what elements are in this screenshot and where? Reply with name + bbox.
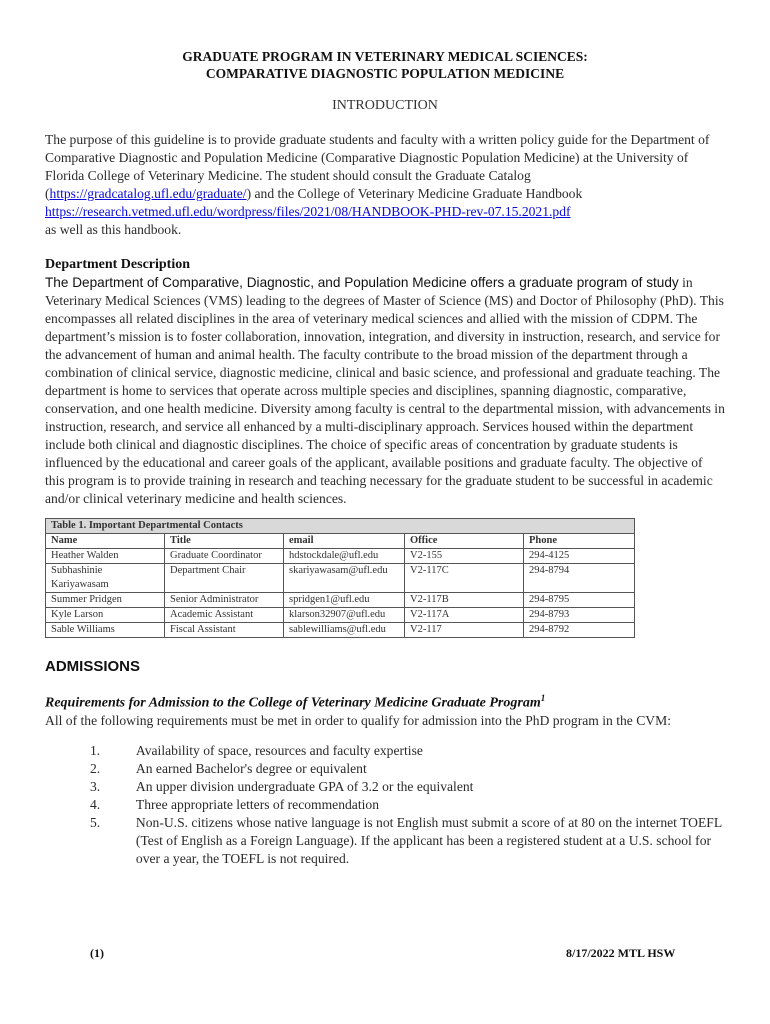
list-item [45, 742, 725, 760]
cell-email: skariyawasam@ufl.edu [284, 564, 405, 593]
list-item-number: 5. [90, 814, 101, 830]
table-row [46, 593, 635, 608]
table-row [46, 608, 635, 623]
table-row [46, 623, 635, 638]
list-item-text: Three appropriate letters of recommendation [135, 796, 379, 812]
cell-email: sablewilliams@ufl.edu [284, 623, 405, 638]
cell-email: hdstockdale@ufl.edu [284, 549, 405, 564]
cell-office: V2-117A [405, 608, 524, 623]
cell-title: Academic Assistant [165, 608, 284, 623]
list-item-text: An earned Bachelor's degree or equivalent [135, 760, 367, 776]
title-line-1: GRADUATE PROGRAM IN VETERINARY MEDICAL SCIENCES: [182, 49, 588, 64]
list-item-number: 3. [90, 778, 101, 794]
department-description-paragraph [45, 274, 725, 508]
intro-text-3: as well as this handbook. [45, 222, 182, 237]
intro-text-2: ) and the College of Veterinary Medicine Graduate Handbook [246, 186, 583, 201]
cell-email: klarson32907@ufl.edu [284, 608, 405, 623]
footer-stamp: 8/17/2022 MTL HSW [566, 946, 676, 960]
introduction-heading: INTRODUCTION [332, 98, 438, 113]
contacts-table [45, 518, 635, 638]
list-item [45, 778, 725, 796]
cell-name: Subhashinie Kariyawasam [46, 564, 165, 593]
list-item-text: Non-U.S. citizens whose native language is not English must submit a score of at 80 on the internet TOEFL (Test of English as a Foreign Language). If the applicant has been a registered student at a U.S. school for over a year, the TOEFL is not required. [135, 814, 722, 866]
col-header-office: Office [405, 534, 524, 549]
handbook-link[interactable]: https://research.vetmed.ufl.edu/wordpress/files/2021/08/HANDBOOK-PHD-rev-07.15.2021.pdf [45, 204, 571, 219]
department-body-text: in Veterinary Medical Sciences (VMS) leading to the degrees of Master of Science (MS) and Doctor of Philosophy (PhD). This encompasses all related disciplines in the area of veterinary medical sciences and allied with the mission of CDPM. The department’s mission is to foster collaboration, innovation, integration, and diversity in instruction, research, and service for the advancement of human and animal health. The faculty contribute to the broad mission of the department through a combination of clinical service, diagnostic medicine, clinical and basic science, and professional and graduate teaching. The department is home to services that operate across multiple species and disciplines, spanning diagnostic, comparative, conservation, and one health medicine. Diversity among faculty is central to the departmental mission, with advancements in instruction, research, and service all enhanced by a multi-disciplinary approach. Services housed within the department include both clinical and diagnostic disciplines. The choice of specific areas of concentration by graduate students is influenced by the educational and career goals of the applicant, available positions and graduate faculty. The objective of this program is to provide training in research and teaching necessary for the graduate student to be successful in academic and/or clinical veterinary medicine and health sciences. [45, 275, 725, 506]
document-title [45, 48, 725, 82]
cell-name: Kyle Larson [46, 608, 165, 623]
table-caption-row [46, 519, 635, 534]
table-header-row [46, 534, 635, 549]
cell-office: V2-117 [405, 623, 524, 638]
requirements-heading [45, 693, 725, 712]
intro-text-1: The purpose of this guideline is to provide graduate students and faculty with a written policy guide for the Department of Comparative Diagnostic and Population Medicine (Comparative Diagnostic Population Medicine) at the University of Florida College of Veterinary Medicine. The student should consult the Graduate Catalog ( [45, 132, 710, 201]
col-header-title: Title [165, 534, 284, 549]
cell-title: Graduate Coordinator [165, 549, 284, 564]
department-description-heading: Department Description [45, 257, 191, 272]
list-item [45, 796, 725, 814]
table-row [46, 564, 635, 593]
graduate-catalog-link[interactable]: https://gradcatalog.ufl.edu/graduate/ [49, 186, 247, 201]
list-item-number: 4. [90, 796, 101, 812]
table-caption: Table 1. Important Departmental Contacts [46, 519, 635, 534]
col-header-name: Name [46, 534, 165, 549]
list-item-number: 1. [90, 742, 101, 758]
document-page [45, 48, 725, 868]
cell-office: V2-117B [405, 593, 524, 608]
footnote-mark: 1 [540, 693, 546, 703]
admissions-heading: ADMISSIONS [45, 658, 141, 675]
title-line-2: COMPARATIVE DIAGNOSTIC POPULATION MEDICINE [205, 66, 565, 81]
cell-phone: 294-8792 [524, 623, 635, 638]
cell-phone: 294-8794 [524, 564, 635, 593]
cell-name: Sable Williams [46, 623, 165, 638]
cell-name: Summer Pridgen [46, 593, 165, 608]
requirements-heading-text: Requirements for Admission to the College of Veterinary Medicine Graduate Program [45, 695, 541, 711]
list-item [45, 814, 725, 868]
requirements-intro: All of the following requirements must be met in order to qualify for admission into the PhD program in the CVM: [45, 712, 671, 728]
cell-phone: 294-8793 [524, 608, 635, 623]
cell-title: Fiscal Assistant [165, 623, 284, 638]
cell-phone: 294-8795 [524, 593, 635, 608]
department-lead-sentence: The Department of Comparative, Diagnostic, and Population Medicine offers a graduate program of study [45, 275, 679, 290]
requirements-list [45, 742, 725, 868]
cell-name: Heather Walden [46, 549, 165, 564]
cell-phone: 294-4125 [524, 549, 635, 564]
cell-email: spridgen1@ufl.edu [284, 593, 405, 608]
table-row [46, 549, 635, 564]
col-header-email: email [284, 534, 405, 549]
page-number: (1) [90, 946, 104, 960]
introduction-paragraph [45, 131, 725, 239]
cell-office: V2-155 [405, 549, 524, 564]
list-item-text: An upper division undergraduate GPA of 3.2 or the equivalent [135, 778, 474, 794]
col-header-phone: Phone [524, 534, 635, 549]
list-item-number: 2. [90, 760, 101, 776]
list-item [45, 760, 725, 778]
cell-title: Department Chair [165, 564, 284, 593]
cell-title: Senior Administrator [165, 593, 284, 608]
list-item-text: Availability of space, resources and faculty expertise [135, 742, 423, 758]
cell-office: V2-117C [405, 564, 524, 593]
